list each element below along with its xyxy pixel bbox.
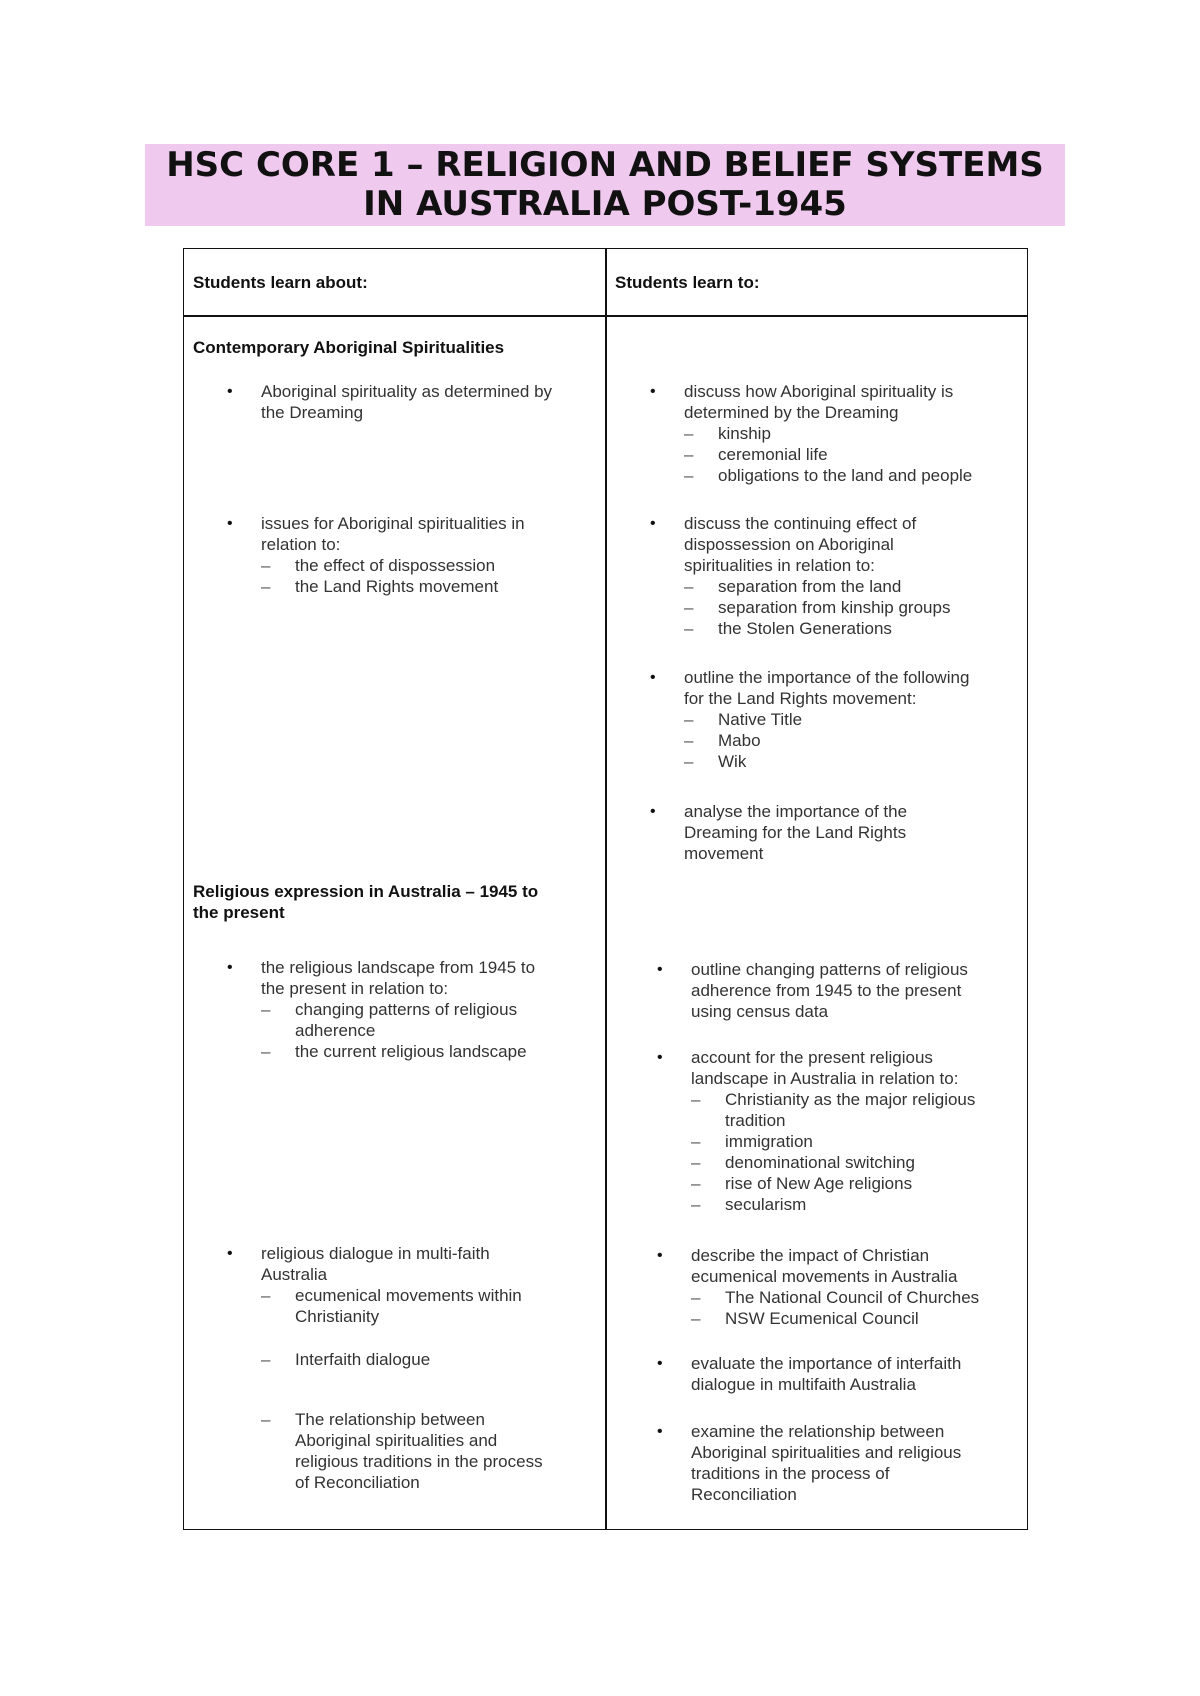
sub-point-line: ceremonial life [718, 445, 828, 464]
learn-about-item [227, 1243, 522, 1327]
bullet-line: religious dialogue in multi-faith [261, 1244, 490, 1263]
bullet-line: outline changing patterns of religious [691, 960, 968, 979]
bullet-icon: • [650, 669, 656, 686]
bullet-line: issues for Aboriginal spiritualities in [261, 514, 525, 533]
learn-about-item [261, 1349, 430, 1370]
bullet-line: evaluate the importance of interfaith [691, 1354, 962, 1373]
dash-icon: – [684, 577, 694, 596]
sub-point-line: the Land Rights movement [295, 577, 499, 596]
bullet-line: discuss how Aboriginal spirituality is [684, 382, 954, 401]
bullet-icon: • [657, 961, 663, 978]
sub-point [261, 1285, 522, 1327]
sub-point [691, 1152, 975, 1173]
bullet-text [657, 1245, 979, 1287]
learn-to-item [657, 1353, 962, 1395]
bullet-line: the Dreaming [261, 403, 364, 422]
sub-point [261, 576, 525, 597]
bullet-line: outline the importance of the following [684, 668, 970, 687]
bullet-text [657, 1353, 962, 1395]
bullet-icon: • [227, 1245, 233, 1262]
bullet-line: the present in relation to: [261, 979, 449, 998]
learn-to-item [650, 513, 951, 639]
bullet-icon: • [650, 383, 656, 400]
bullet-line: account for the present religious [691, 1048, 933, 1067]
sub-point [684, 618, 950, 639]
sub-point-line: changing patterns of religious [295, 1000, 518, 1019]
sub-point [261, 1409, 543, 1493]
bullet-line: determined by the Dreaming [684, 403, 899, 422]
sub-point [684, 751, 969, 772]
sub-point-line: separation from the land [718, 577, 902, 596]
sub-point [261, 555, 525, 576]
sub-point-line: Aboriginal spiritualities and [295, 1431, 498, 1450]
bullet-line: Reconciliation [691, 1485, 797, 1504]
bullet-text [227, 513, 525, 555]
section-title-religious-expression [193, 881, 538, 923]
bullet-line: discuss the continuing effect of [684, 514, 917, 533]
sub-point-line: immigration [725, 1132, 813, 1151]
learn-to-item [650, 801, 908, 864]
sub-point-line: The National Council of Churches [725, 1288, 980, 1307]
sub-point-line: tradition [725, 1111, 786, 1130]
learn-to-item [657, 1245, 980, 1329]
dash-icon: – [684, 598, 694, 617]
sub-point [691, 1194, 975, 1215]
section-title-aboriginal: Contemporary Aboriginal Spiritualities [193, 338, 505, 357]
bullet-line: adherence from 1945 to the present [691, 981, 962, 1000]
bullet-text [650, 801, 908, 864]
header-divider [184, 315, 1027, 317]
dash-icon: – [691, 1090, 701, 1109]
dash-icon: – [261, 1000, 271, 1019]
bullet-line: Australia [261, 1265, 328, 1284]
section-title-line: the present [193, 903, 285, 922]
bullet-icon: • [657, 1355, 663, 1372]
bullet-line: analyse the importance of the [684, 802, 908, 821]
bullet-line: Dreaming for the Land Rights [684, 823, 907, 842]
dash-icon: – [684, 710, 694, 729]
learn-to-item [657, 1421, 962, 1505]
bullet-text [227, 381, 553, 423]
sub-point [684, 423, 972, 444]
dash-icon: – [684, 424, 694, 443]
bullet-text [657, 1421, 962, 1505]
bullet-text [227, 957, 536, 999]
sub-point-line: separation from kinship groups [718, 598, 951, 617]
sub-point-line: Christianity [295, 1307, 380, 1326]
bullet-icon: • [657, 1049, 663, 1066]
bullet-text [650, 513, 950, 576]
syllabus-table [183, 248, 1028, 1530]
section-title-line: Religious expression in Australia – 1945 to [193, 882, 539, 901]
title-line-1: HSC CORE 1 – RELIGION AND BELIEF SYSTEMS [166, 145, 1044, 185]
sub-point [684, 465, 973, 486]
bullet-line: examine the relationship between [691, 1422, 945, 1441]
learn-about-item [227, 957, 536, 1062]
bullet-icon: • [650, 803, 656, 820]
sub-point [684, 576, 950, 597]
document-title [145, 144, 1065, 226]
dash-icon: – [684, 445, 694, 464]
sub-point-line: The relationship between [295, 1410, 485, 1429]
bullet-line: movement [684, 844, 764, 863]
column-divider [605, 249, 607, 1529]
dash-icon: – [261, 1286, 271, 1305]
sub-point-line: adherence [295, 1021, 376, 1040]
sub-point-line: denominational switching [725, 1153, 915, 1172]
bullet-line: dialogue in multifaith Australia [691, 1375, 916, 1394]
sub-point-line: NSW Ecumenical Council [725, 1309, 919, 1328]
header-learn-about: Students learn about: [193, 273, 368, 292]
bullet-text [657, 1047, 975, 1089]
bullet-line: dispossession on Aboriginal [684, 535, 894, 554]
sub-point-line: the effect of dispossession [295, 556, 496, 575]
learn-about-item [261, 1409, 543, 1493]
sub-point-line: ecumenical movements within [295, 1286, 522, 1305]
dash-icon: – [691, 1195, 701, 1214]
learn-to-item [657, 959, 968, 1022]
dash-icon: – [691, 1309, 701, 1328]
sub-point [261, 1349, 431, 1370]
learn-about-item [227, 381, 553, 423]
dash-icon: – [691, 1132, 701, 1151]
sub-point-line: Interfaith dialogue [295, 1350, 431, 1369]
bullet-text [650, 381, 972, 423]
bullet-icon: • [657, 1247, 663, 1264]
bullet-line: describe the impact of Christian [691, 1246, 930, 1265]
sub-point [691, 1089, 976, 1131]
learn-to-item [650, 667, 970, 772]
learn-to-item [657, 1047, 976, 1215]
dash-icon: – [691, 1288, 701, 1307]
bullet-icon: • [657, 1423, 663, 1440]
dash-icon: – [261, 1042, 271, 1061]
sub-point-line: the Stolen Generations [718, 619, 892, 638]
dash-icon: – [261, 556, 271, 575]
header-learn-to: Students learn to: [615, 273, 760, 292]
sub-point-line: kinship [718, 424, 771, 443]
bullet-line: spiritualities in relation to: [684, 556, 875, 575]
bullet-line: relation to: [261, 535, 341, 554]
bullet-icon: • [227, 383, 233, 400]
sub-point-line: obligations to the land and people [718, 466, 973, 485]
bullet-line: the religious landscape from 1945 to [261, 958, 536, 977]
sub-point [684, 709, 969, 730]
bullet-line: traditions in the process of [691, 1464, 890, 1483]
dash-icon: – [684, 466, 694, 485]
dash-icon: – [691, 1153, 701, 1172]
sub-point-line: religious traditions in the process [295, 1452, 543, 1471]
bullet-line: for the Land Rights movement: [684, 689, 917, 708]
sub-point-line: Christianity as the major religious [725, 1090, 976, 1109]
sub-point-line: Wik [718, 752, 747, 771]
bullet-line: using census data [691, 1002, 829, 1021]
sub-point-line: Native Title [718, 710, 803, 729]
sub-point-line: rise of New Age religions [725, 1174, 913, 1193]
bullet-text [227, 1243, 522, 1285]
bullet-text [657, 959, 968, 1022]
sub-point-line: of Reconciliation [295, 1473, 420, 1492]
learn-to-item [650, 381, 973, 486]
dash-icon: – [261, 1410, 271, 1429]
sub-point [691, 1173, 975, 1194]
sub-point [684, 444, 972, 465]
bullet-icon: • [650, 515, 656, 532]
sub-point-line: the current religious landscape [295, 1042, 527, 1061]
sub-point [691, 1308, 979, 1329]
bullet-line: Aboriginal spirituality as determined by [261, 382, 553, 401]
bullet-line: landscape in Australia in relation to: [691, 1069, 959, 1088]
dash-icon: – [261, 1350, 271, 1369]
bullet-line: ecumenical movements in Australia [691, 1267, 958, 1286]
dash-icon: – [684, 619, 694, 638]
bullet-icon: • [227, 515, 233, 532]
dash-icon: – [684, 752, 694, 771]
sub-point [261, 1041, 535, 1062]
sub-point [691, 1287, 980, 1308]
sub-point [261, 999, 535, 1041]
sub-point-line: secularism [725, 1195, 807, 1214]
sub-point [691, 1131, 975, 1152]
dash-icon: – [691, 1174, 701, 1193]
dash-icon: – [684, 731, 694, 750]
bullet-icon: • [227, 959, 233, 976]
learn-about-item [227, 513, 525, 597]
sub-point [684, 597, 951, 618]
sub-point [684, 730, 969, 751]
sub-point-line: Mabo [718, 731, 761, 750]
dash-icon: – [261, 577, 271, 596]
bullet-line: Aboriginal spiritualities and religious [691, 1443, 962, 1462]
bullet-text [650, 667, 970, 709]
title-line-2: IN AUSTRALIA POST-1945 [363, 184, 847, 224]
